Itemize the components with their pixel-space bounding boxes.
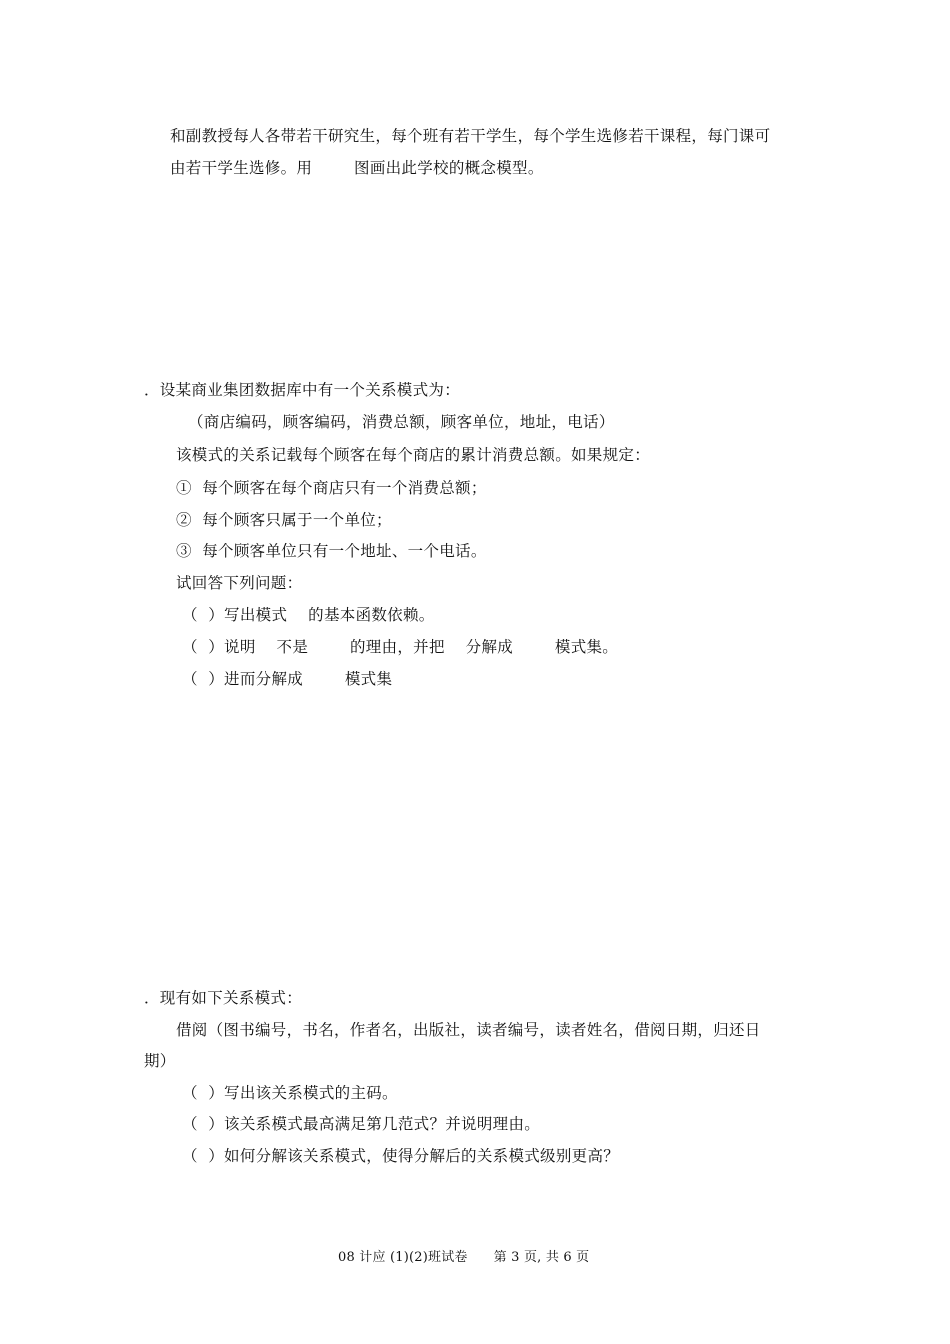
sub-question: （ ）写出模式 的基本函数依赖。 bbox=[182, 606, 435, 624]
sub-question: （ ）该关系模式最高满足第几范式？并说明理由。 bbox=[182, 1115, 541, 1133]
question-text-line: 和副教授每人各带若干研究生，每个班有若干学生，每个学生选修若干课程，每门课可 bbox=[170, 127, 771, 145]
relation-schema: （商店编码，顾客编码，消费总额，顾客单位，地址，电话） bbox=[188, 413, 615, 431]
relation-schema: 期） bbox=[144, 1052, 176, 1070]
question-heading: ．现有如下关系模式： bbox=[144, 989, 303, 1007]
question-text-line: 由若干学生选修。用 图画出此学校的概念模型。 bbox=[170, 159, 544, 177]
page-footer: 08 计应 (1)(2)班试卷 第 3 页, 共 6 页 bbox=[338, 1250, 590, 1265]
question-description: 该模式的关系记载每个顾客在每个商店的累计消费总额。如果规定： bbox=[176, 446, 651, 464]
sub-question: （ ）说明 不是 的理由，并把 分解成 模式集。 bbox=[182, 638, 619, 656]
sub-question: （ ）写出该关系模式的主码。 bbox=[182, 1084, 398, 1102]
sub-question: （ ）如何分解该关系模式，使得分解后的关系模式级别更高？ bbox=[182, 1147, 620, 1165]
sub-question: （ ）进而分解成 模式集 bbox=[182, 670, 393, 688]
rule-item: ③ 每个顾客单位只有一个地址、一个电话。 bbox=[176, 542, 487, 560]
relation-schema: 借阅（图书编号，书名，作者名，出版社，读者编号，读者姓名，借阅日期，归还日 bbox=[176, 1021, 761, 1039]
question-heading: ．设某商业集团数据库中有一个关系模式为： bbox=[144, 381, 461, 399]
question-prompt: 试回答下列问题： bbox=[176, 574, 303, 592]
rule-item: ① 每个顾客在每个商店只有一个消费总额； bbox=[176, 479, 487, 497]
rule-item: ② 每个顾客只属于一个单位； bbox=[176, 511, 392, 529]
